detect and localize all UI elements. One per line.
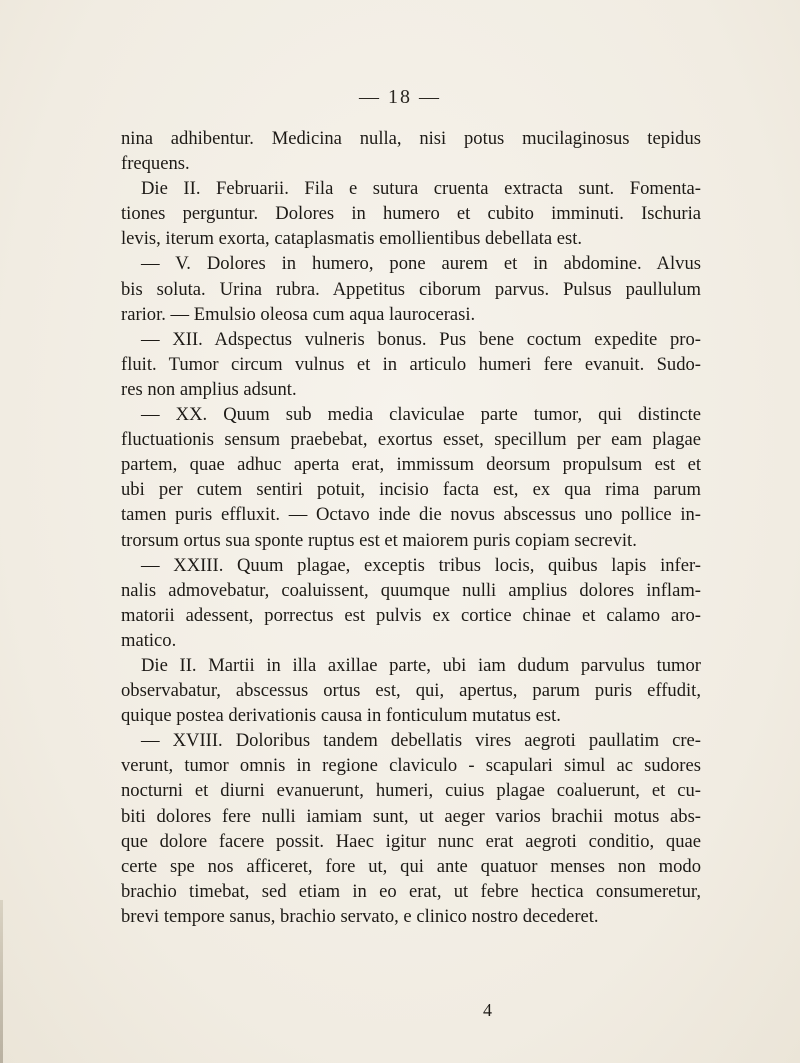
text-line: brachio timebat, sed etiam in eo erat, ut febre hectica consumeretur, <box>121 880 701 902</box>
text-line: trorsum ortus sua sponte ruptus est et maiorem puris copiam secrevit. <box>121 529 637 551</box>
text-line: partem, quae adhuc aperta erat, immissum deorsum propulsum est et <box>121 454 701 476</box>
catchword: 4 <box>483 1000 492 1020</box>
text-line: brevi tempore sanus, brachio servato, e clinico nostro decederet. <box>121 905 599 927</box>
text-line: — XXIII. Quum plagae, exceptis tribus locis, quibus lapis infer- <box>141 554 701 576</box>
text-line: certe spe nos afficeret, fore ut, qui ante quatuor menses non modo <box>121 855 701 877</box>
text-line: nina adhibentur. Medicina nulla, nisi potus mucilaginosus tepidus <box>121 128 701 149</box>
text-line: nocturni et diurni evanuerunt, humeri, cuius plagae coaluerunt, et cu- <box>121 780 701 802</box>
text-line: — XX. Quum sub media claviculae parte tumor, qui distincte <box>141 404 701 426</box>
text-line: que dolore facere possit. Haec igitur nunc erat aegroti conditio, quae <box>121 830 701 852</box>
text-line: — XVIII. Doloribus tandem debellatis vires aegroti paullatim cre- <box>141 730 701 752</box>
text-line: matorii adessent, porrectus est pulvis ex cortice chinae et calamo aro- <box>121 604 701 626</box>
text-line: biti dolores fere nulli iamiam sunt, ut aeger varios brachii motus abs- <box>121 805 701 827</box>
text-line: tiones perguntur. Dolores in humero et cubito imminuti. Ischuria <box>121 203 701 225</box>
text-line: quique postea derivationis causa in fonticulum mutatus est. <box>121 705 561 727</box>
text-line: rarior. — Emulsio oleosa cum aqua laurocerasi. <box>121 303 476 325</box>
text-line: Die II. Februarii. Fila e sutura cruenta extracta sunt. Fomenta- <box>141 178 701 200</box>
text-line: ubi per cutem sentiri potuit, incisio facta est, ex qua rima parum <box>121 479 701 501</box>
text-line: tamen puris effluxit. — Octavo inde die novus abscessus uno pollice in- <box>121 504 701 526</box>
text-line: fluit. Tumor circum vulnus et in articulo humeri fere evanuit. Sudo- <box>121 353 701 375</box>
text-line: frequens. <box>121 153 190 175</box>
text-line: matico. <box>121 629 177 651</box>
body-text <box>121 126 701 929</box>
text-line: — V. Dolores in humero, pone aurem et in abdomine. Alvus <box>141 253 701 275</box>
text-line: bis soluta. Urina rubra. Appetitus ciborum parvus. Pulsus paullulum <box>121 278 701 300</box>
text-line: res non amplius adsunt. <box>121 378 297 400</box>
text-line: Die II. Martii in illa axillae parte, ubi iam dudum parvulus tumor <box>141 654 701 676</box>
page-number-header: — 18 — <box>359 86 441 108</box>
text-line: observabatur, abscessus ortus est, qui, apertus, parum puris effudit, <box>121 680 701 702</box>
text-line: levis, iterum exorta, cataplasmatis emollientibus debellata est. <box>121 228 583 250</box>
text-line: — XII. Adspectus vulneris bonus. Pus bene coctum expedite pro- <box>141 328 701 350</box>
text-line: nalis admovebatur, coaluissent, quumque nulli amplius dolores inflam- <box>121 579 701 601</box>
page-edge-shadow <box>0 900 3 1063</box>
text-line: fluctuationis sensum praebebat, exortus esset, specillum per eam plagae <box>121 429 701 451</box>
text-line: verunt, tumor omnis in regione claviculo - scapulari simul ac sudores <box>121 755 701 777</box>
